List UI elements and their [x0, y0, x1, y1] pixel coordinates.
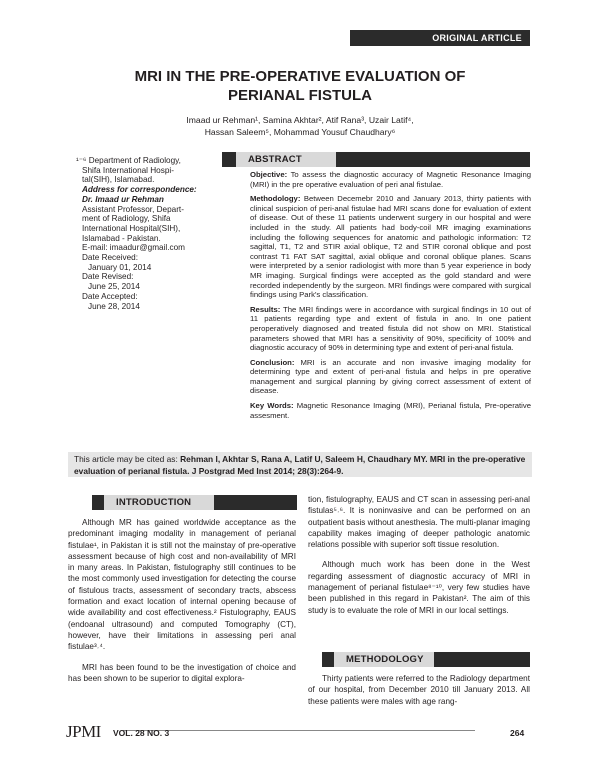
keywords-text: Magnetic Resonance Imaging (MRI), Perianal fistula, Pre-operative assesment. [250, 401, 531, 420]
right-column [308, 494, 530, 625]
intro-paragraph-3: tion, fistulography, EAUS and CT scan in assessing peri-anal fistulas⁵˒⁶. It is noninvasive and can be performed on an outpatient basis without anesthesia. The multi-planar imaging capability makes imaging of deeper pathologic anatomic relations possible with superior soft tissue resolution. [308, 495, 530, 550]
date-received-value: January 01, 2014 [88, 262, 152, 272]
abstract-heading-bar [222, 152, 530, 167]
citation-prefix: This article may be cited as: [74, 454, 181, 464]
correspondence-line: ment of Radiology, Shifa [82, 214, 171, 224]
citation-text: Rehman I, Akhtar S, Rana A, Latif U, Saleem H, Chaudhary MY. MRI in the pre-operative evaluation of perianal fistula. J Postgrad Med Inst 2014; 28(3):264-9. [74, 454, 526, 476]
heading-rule [336, 152, 530, 167]
heading-rule [434, 652, 530, 667]
abstract-keywords [250, 401, 531, 420]
affiliation-line: ¹⁻⁶ Department of Radiology, [76, 156, 181, 165]
correspondence-line: Islamabad - Pakistan. [82, 233, 161, 243]
results-label: Results: [250, 304, 281, 314]
abstract-objective [250, 170, 531, 189]
affiliation-line: tal(SIH), Islamabad. [82, 175, 155, 185]
author-list [100, 114, 500, 138]
footer-rule [123, 730, 475, 731]
results-text: The MRI findings were in accordance with surgical findings in 10 out of 11 patients regarding type and extent of fistula in ano. In one patient peroperatively diagnosed and treated fistula did not show on MRI. Statistical parameters showed that MRI has a sensitivity of 90%, specificity of 100% and diagnostic accuracy of 90% in determining type and extent of peri-anal fistula. [250, 304, 531, 353]
objective-label: Objective: [250, 170, 288, 179]
methodology-label: Methodology: [250, 194, 301, 204]
heading-accent [92, 495, 104, 510]
page-number: 264 [510, 728, 525, 738]
conclusion-text: MRI is an accurate and non invasive imaging modality for determining type and extent of peri-anal fistula and helps in pre operative management and surgical planning by giving correct assessment of extent of disease. [250, 357, 531, 396]
date-revised-label: Date Revised: [82, 272, 134, 282]
correspondence-line: Assistant Professor, Depart- [82, 204, 184, 214]
date-accepted-label: Date Accepted: [82, 291, 138, 301]
intro-paragraph-2: MRI has been found to be the investigation of choice and has been shown to be superior to digital explora- [68, 662, 296, 683]
methodology-text: Between Decemebr 2010 and January 2013, thirty patients with clinical suspicion of peri-anal fistulae had MRI scans done for evaluation of extent of disease. Out of these 11 patients underwent surgery in our hospital and were included in the study. All patients had body-coil MR imaging examinations including the following sequences for anatomic and pathologic information: T2 sagittal, T1, T2 and STIR axial oblique, T2 and STIR coronal oblique and post contrast T1 FAT SAT sagittal, axial oblique and coronal oblique planes. Scans were interpreted by a senior radiologist with more than 5 year experience in body MR imaging. Surgical findings were accepted as the gold standard and were recorded independently by the surgeon. MRI findings were compared with surgical findings using Park's classification. [250, 194, 531, 300]
methodology-paragraph-1: Thirty patients were referred to the Radiology department of our hospital, from December 2010 till January 2013. All these patients were males with age rang- [308, 674, 530, 706]
authors-line-1: Imaad ur Rehman¹, Samina Akhtar², Atif Rana³, Uzair Latif⁴, [186, 115, 414, 125]
abstract-methodology [250, 194, 531, 300]
conclusion-label: Conclusion: [250, 357, 295, 367]
abstract-heading: ABSTRACT [236, 152, 336, 167]
left-column [68, 517, 296, 693]
correspondence-label: Address for correspondence: [82, 185, 197, 195]
correspondence-name: Dr. Imaad ur Rehman [82, 194, 164, 204]
affiliation-line: Shifa International Hospi- [82, 165, 174, 175]
volume-label: VOL. 28 NO. 3 [113, 728, 170, 738]
correspondence-line: International Hospital(SIH), [82, 223, 181, 233]
keywords-label: Key Words: [250, 401, 294, 411]
heading-accent [322, 652, 334, 667]
methodology-heading-bar [322, 652, 530, 667]
abstract-results [250, 305, 531, 353]
title-line-1: MRI IN THE PRE-OPERATIVE EVALUATION OF [134, 68, 466, 85]
introduction-heading-bar [92, 495, 297, 510]
date-accepted-value: June 28, 2014 [88, 301, 140, 311]
intro-paragraph-4: Although much work has been done in the West regarding assessment of diagnostic accuracy of MRI in management of perianal fistulae⁸⁻¹⁰, very few studies have been published in this regard in Pakistan². The aim of this study is to evaluate the role of MRI in our local settings. [308, 560, 530, 615]
abstract-conclusion [250, 358, 531, 396]
methodology-text-block [308, 673, 530, 716]
date-revised-value: June 25, 2014 [88, 282, 140, 292]
methodology-heading: METHODOLOGY [334, 652, 434, 667]
journal-logo: JPMI [66, 722, 101, 741]
heading-rule [214, 495, 297, 510]
introduction-heading: INTRODUCTION [104, 495, 214, 510]
article-type-tag: ORIGINAL ARTICLE [350, 30, 530, 46]
citation-box [68, 452, 532, 477]
article-title [60, 67, 540, 105]
affiliation-sidebar [76, 156, 226, 311]
abstract-body [250, 170, 531, 425]
heading-accent [222, 152, 236, 167]
objective-text: To assess the diagnostic accuracy of Magnetic Resonance Imaging (MRI) in the pre operative evaluation of peri anal fistulae. [250, 170, 531, 189]
authors-line-2: Hassan Saleem⁵, Mohammad Yousuf Chaudhary⁶ [204, 127, 396, 137]
date-received-label: Date Received: [82, 253, 138, 263]
intro-paragraph-1: Although MR has gained worldwide acceptance as the predominant imaging modality in management of perianal fistulae¹, in Pakistan it is still not the mainstay of pre-operative assessment because of high cost and non-availability of MRI in many areas. In Pakistan, fistulography still continues to be the most commonly used investigation for detecting the course of fistulous tracts, assessment of secondary tracts, abscess formation and exact location of internal opening because of wide availability and cost effectiveness.² Fistulography, EAUS (endoanal ultrasound) and computed Tomography (CT), however, have their limitations in assessing peri anal fistulae³˒⁴. [68, 518, 296, 652]
title-line-2: PERIANAL FISTULA [228, 87, 372, 104]
correspondence-email: E-mail: imaadur@gmail.com [82, 243, 185, 253]
